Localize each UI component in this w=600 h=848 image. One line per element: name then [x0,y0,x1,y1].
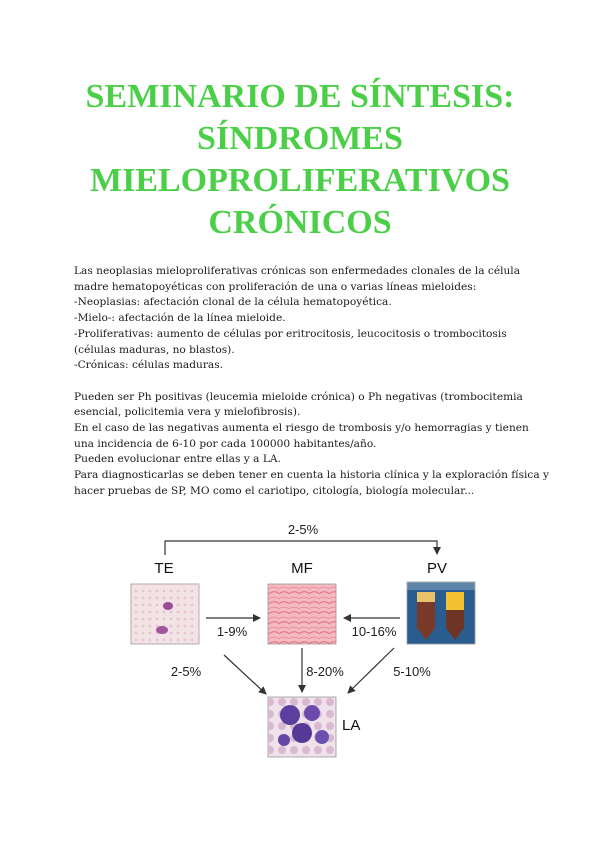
text-line: hacer pruebas de SP, MO como el cariotipo, citología, biología molecular... [74,484,475,497]
arrow-label-pv-mf: 10-16% [351,624,397,639]
text-line: En el caso de las negativas aumenta el riesgo de trombosis y/o hemorragias y tienen [74,422,529,435]
text-line: Pueden ser Ph positivas (leucemia mieloide crónica) o Ph negativas (trombocitemia [74,390,523,403]
arrow-label-te-la: 2-5% [170,664,202,679]
la-blasts-image [268,697,336,757]
arrow-label-mf-la: 8-20% [306,664,344,679]
text-line: (células maduras, no blastos). [74,343,235,356]
text-line: una incidencia de 6-10 por cada 100000 habitantes/año. [74,437,377,450]
text-line: Las neoplasias mieloproliferativas crónicas son enfermedades clonales de la célula [74,265,521,277]
mf-marrow-image [268,584,336,644]
arrow-pv-to-la [348,648,394,693]
text-line: Pueden evolucionar entre ellas y a LA. [74,453,281,466]
node-label-te: TE [154,560,174,577]
title-line: MIELOPROLIFERATIVOS [90,162,510,199]
arrow-label-pv-la: 5-10% [393,664,431,679]
text-line: madre hematopoyéticas con proliferación de una o varias líneas mieloides: [74,280,477,293]
title-line: SÍNDROMES [197,120,403,157]
text-line: -Crónicas: células maduras. [74,359,224,372]
title-line: SEMINARIO DE SÍNTESIS: [85,78,515,115]
title-line: CRÓNICOS [208,204,392,241]
arrow-label-te-mf: 1-9% [216,624,248,639]
node-label-pv: PV [426,560,448,577]
text-line: -Neoplasias: afectación clonal de la célula hematopoyética. [74,296,392,309]
text-line: -Mielo-: afectación de la línea mieloide. [74,312,286,325]
text-line: esencial, policitemia vera y mielofibrosis). [74,406,301,419]
node-label-la: LA [342,717,361,734]
pv-tubes-image [407,582,475,644]
text-line: -Proliferativas: aumento de células por eritrocitosis, leucocitosis o trombocitosis [74,327,507,340]
arrow-label-te-pv: 2-5% [287,522,319,537]
node-label-mf: MF [291,560,313,577]
text-line: Para diagnosticarlas se deben tener en cuenta la historia clínica y la exploración física y [74,469,549,482]
te-smear-image [131,584,199,644]
arrow-te-to-la [224,655,266,694]
arrow-te-to-pv [165,541,437,555]
